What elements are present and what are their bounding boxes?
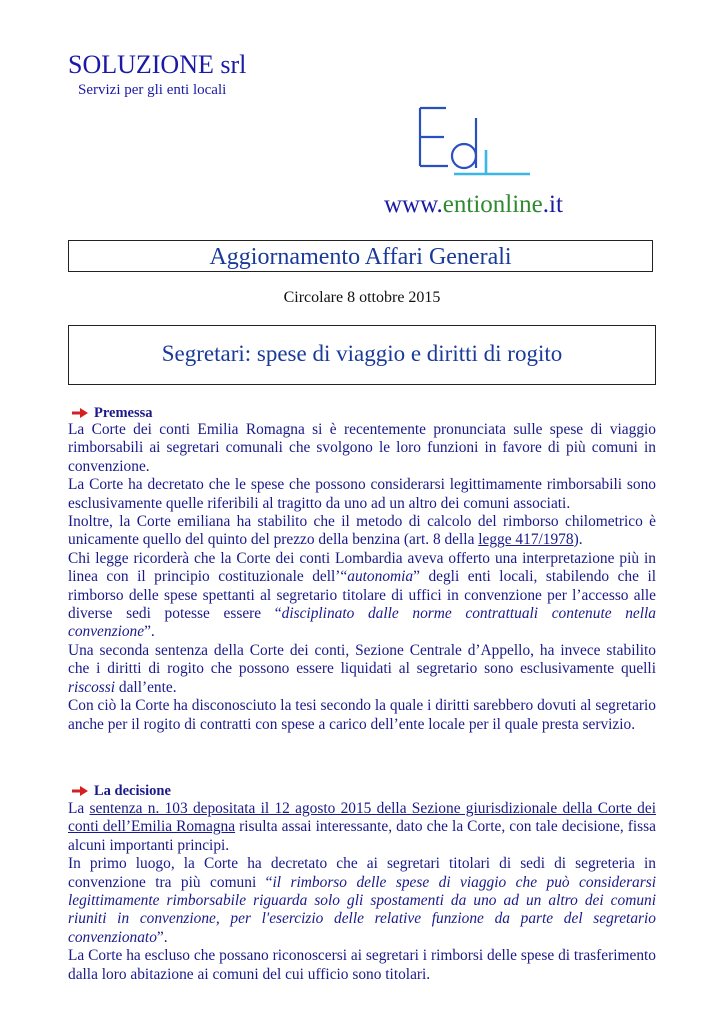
red-arrow-icon (72, 408, 88, 418)
paragraph: La Corte ha decretato che le spese che possono considerarsi legittimamente rimborsabili sono esclusivamente quelle riferibili al tragitto da uno ad un altro dei comuni associati. (68, 476, 656, 512)
section-heading-label: La decisione (94, 783, 171, 799)
paragraph: Chi legge ricorderà che la Corte dei conti Lombardia aveva offerto una interpretazione più in linea con il principio costituzionale dell’“autonomia” degli enti locali, stabilendo che il rimborso delle spese spettanti al segretario titolare di uffici in convenzione per l’accesso alle diverse sedi potesse essere “disciplinato dalle norme contrattuali contenute nella convenzione”. (68, 549, 656, 641)
paragraph: La sentenza n. 103 depositata il 12 agosto 2015 della Sezione giurisdizionale della Corte dei conti dell’Emilia Romagna risulta assai interessante, dato che la Corte, con tale decisione, fissa alcuni importanti principi. (68, 800, 656, 854)
ed-logo (414, 104, 544, 182)
subject-title: Segretari: spese di viaggio e diritti di rogito (68, 325, 656, 385)
company-tagline: Servizi per gli enti locali (78, 82, 227, 98)
section-heading-decisione (72, 782, 171, 800)
link-legge[interactable]: legge 417/1978 (478, 531, 574, 549)
paragraph: Inoltre, la Corte emiliana ha stabilito che il metodo di calcolo del rimborso chilometrico è unicamente quello del quinto del prezzo della benzina (art. 8 della legge 417/1978). (68, 513, 656, 549)
website-suffix: .it (542, 191, 563, 218)
section-body-decisione (68, 800, 656, 984)
section-heading-premessa (72, 404, 153, 422)
document-title: Aggiornamento Affari Generali (68, 240, 653, 272)
website-url[interactable] (384, 192, 563, 217)
paragraph: In primo luogo, la Corte ha decretato che ai segretari titolari di sedi di segreteria in convenzione tra più comuni “il rimborso delle spese di viaggio che può considerarsi legittimamente rimborsabile riguarda solo gli spostamenti da uno ad un altro dei comuni riuniti in convenzione, per l'esercizio delle relative funzione da parte del segretario convenzionato”. (68, 855, 657, 946)
paragraph: La Corte dei conti Emilia Romagna si è recentemente pronunciata sulle spese di viaggio rimborsabili ai segretari comunali che svolgono le loro funzioni in favore di più comuni in convenzione. (68, 421, 656, 475)
section-body-premessa (68, 421, 656, 734)
section-heading-label: Premessa (94, 405, 153, 421)
website-prefix: www. (384, 191, 443, 218)
paragraph: La Corte ha escluso che possano riconoscersi ai segretari i rimborsi delle spese di trasferimento dalla loro abitazione ai comuni del cui ufficio sono titolari. (68, 947, 656, 983)
circolare-date: Circolare 8 ottobre 2015 (283, 289, 441, 306)
company-name: SOLUZIONE srl (68, 50, 247, 79)
link-sentenza[interactable]: sentenza n. 103 depositata il 12 agosto 2015 della Sezione giurisdizionale della Corte dei conti dell’Emilia Romagna (68, 800, 656, 836)
paragraph: Una seconda sentenza della Corte dei conti, Sezione Centrale d’Appello, ha invece stabilito che i diritti di rogito che possono essere liquidati al segretario sono esclusivamente quelli riscossi dall’ente. (68, 641, 656, 696)
red-arrow-icon (72, 786, 88, 796)
website-brand: entionline (442, 191, 543, 218)
paragraph: Con ciò la Corte ha disconosciuto la tesi secondo la quale i diritti sarebbero dovuti al segretario anche per il rogito di contratti con spese a carico dell’ente locale per il quale presta servizio. (68, 697, 656, 733)
